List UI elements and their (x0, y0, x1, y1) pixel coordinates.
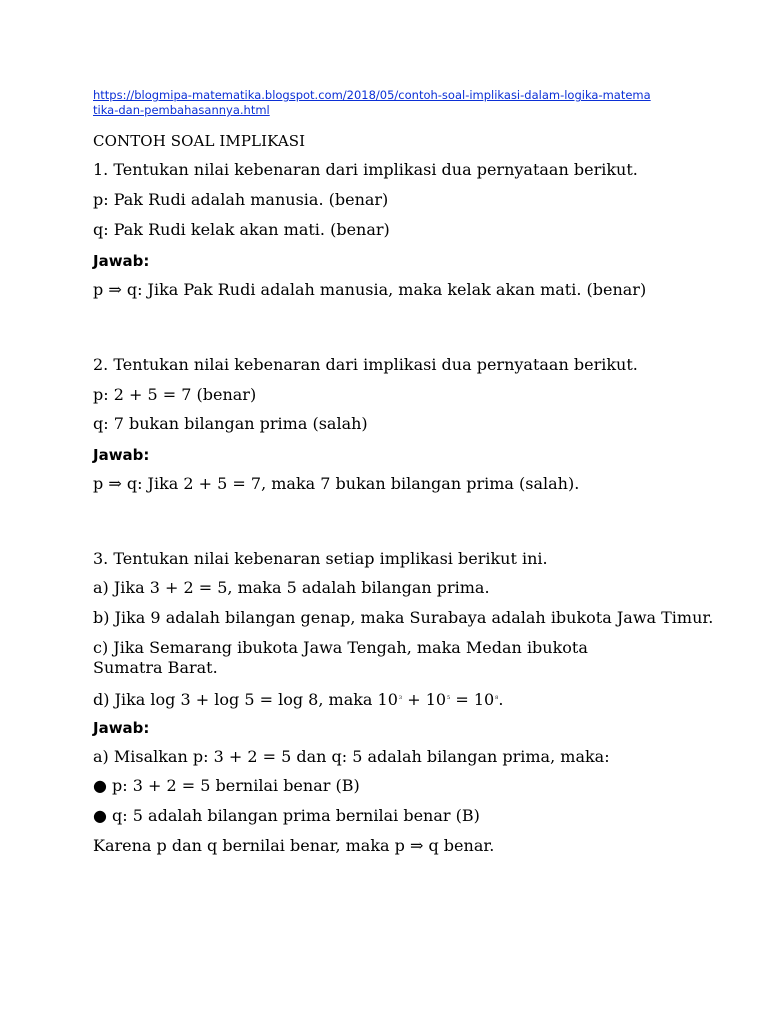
q3-item-d-text: + 10 (402, 690, 447, 709)
q3-item-c: c) Jika Semarang ibukota Jawa Tengah, maka Medan ibukota Sumatra Barat. (93, 638, 588, 677)
q3-bullet-q: ● q: 5 adalah bilangan prima bernilai benar (B) (93, 806, 480, 825)
q3-item-d-text: . (498, 690, 504, 709)
q3-item-a: a) Jika 3 + 2 = 5, maka 5 adalah bilangan prima. (93, 578, 490, 597)
q2-statement-p: p: 2 + 5 = 7 (benar) (93, 385, 257, 404)
q2-statement-q: q: 7 bukan bilangan prima (salah) (93, 414, 368, 433)
q3-item-d-text: = 10 (450, 690, 495, 709)
q3-answer-label: Jawab: (93, 719, 150, 737)
question-2: 2. Tentukan nilai kebenaran dari implikasi dua pernyataan berikut. (93, 355, 638, 374)
question-3: 3. Tentukan nilai kebenaran setiap implikasi berikut ini. (93, 549, 548, 568)
q1-statement-q: q: Pak Rudi kelak akan mati. (benar) (93, 220, 390, 239)
q3-item-b: b) Jika 9 adalah bilangan genap, maka Surabaya adalah ibukota Jawa Timur. (93, 608, 714, 627)
q3-bullet-p: ● p: 3 + 2 = 5 bernilai benar (B) (93, 776, 360, 795)
q3-item-d-text: d) Jika log 3 + log 5 = log 8, maka 10 (93, 690, 398, 709)
q3-item-d (93, 688, 503, 710)
q3-answer-a: a) Misalkan p: 3 + 2 = 5 dan q: 5 adalah bilangan prima, maka: (93, 747, 610, 766)
page-title: CONTOH SOAL IMPLIKASI (93, 132, 306, 150)
q3-conclusion: Karena p dan q bernilai benar, maka p ⇒ q benar. (93, 836, 495, 855)
q1-answer-label: Jawab: (93, 252, 150, 270)
q2-answer: p ⇒ q: Jika 2 + 5 = 7, maka 7 bukan bilangan prima (salah). (93, 474, 580, 493)
exponent: 8 (495, 695, 499, 701)
q1-statement-p: p: Pak Rudi adalah manusia. (benar) (93, 190, 389, 209)
exponent: 3 (398, 695, 403, 701)
exponent: 5 (447, 695, 451, 701)
source-link[interactable]: https://blogmipa-matematika.blogspot.com/2018/05/contoh-soal-implikasi-dalam-logika-matematika-dan-pembahasannya.html (93, 88, 651, 117)
q2-answer-label: Jawab: (93, 446, 150, 464)
question-1: 1. Tentukan nilai kebenaran dari implikasi dua pernyataan berikut. (93, 160, 638, 179)
q1-answer: p ⇒ q: Jika Pak Rudi adalah manusia, maka kelak akan mati. (benar) (93, 280, 647, 299)
